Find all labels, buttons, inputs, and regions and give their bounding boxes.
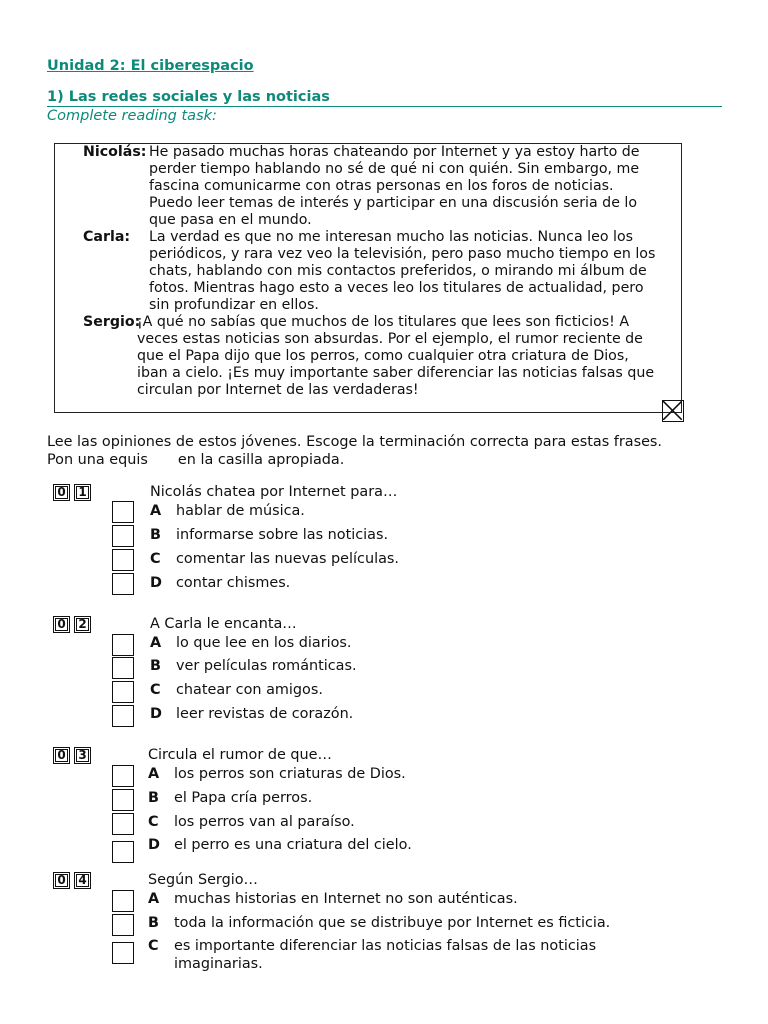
answer-checkbox[interactable] [112,634,134,656]
answer-checkbox[interactable] [112,765,134,787]
option-letter: D [150,706,162,722]
speech-text: He pasado muchas horas chateando por Internet y ya estoy harto de perder tiempo hablando no sé de qué ni con quién. Sin embargo, me fascina comunicarme con otras personas en los foros de noticias. Puedo leer temas de interés y participar en una discusión seria de lo que pasa en el mundo. [149,144,640,228]
option-text: leer revistas de corazón. [176,706,354,722]
question-number-digit: 0 [53,484,70,501]
answer-checkbox[interactable] [112,681,134,703]
option-text: toda la información que se distribuye por Internet es ficticia. [174,915,611,931]
speech-text: ¡A qué no sabías que muchos de los titulares que lees son ficticios! A veces estas noticias son absurdas. Por el ejemplo, el rumor reciente de que el Papa dijo que los perros, como cualquier otra criatura de Dios, iban a cielo. ¡Es muy importante saber diferenciar las noticias falsas que circulan por Internet de las verdaderas! [137,314,655,398]
answer-option [148,813,355,831]
option-text: el perro es una criatura del cielo. [174,837,412,853]
answer-option [148,765,406,783]
question-number-digit: 2 [74,616,91,633]
question-stem: Nicolás chatea por Internet para… [150,484,398,500]
question-number-digit: 1 [74,484,91,501]
answer-checkbox[interactable] [112,525,134,547]
option-text: chatear con amigos. [176,682,323,698]
option-text: comentar las nuevas películas. [176,551,399,567]
question-number-digit: 4 [74,872,91,889]
option-text: los perros son criaturas de Dios. [174,766,406,782]
option-letter: D [148,837,160,853]
answer-option [150,550,399,568]
answer-option [148,890,518,908]
answer-checkbox[interactable] [112,573,134,595]
question-number [53,616,91,634]
section-title: 1) Las redes sociales y las noticias [47,89,722,107]
option-letter: A [150,503,162,519]
answer-checkbox[interactable] [112,841,134,863]
answer-option [150,705,353,723]
option-letter: C [150,682,161,698]
question-number-digit: 0 [53,747,70,764]
question-stem: Circula el rumor de que… [148,747,332,763]
answer-option [150,681,323,699]
question-number-digit: 3 [74,747,91,764]
cross-box-icon [662,400,684,422]
question-number [53,484,91,502]
answer-checkbox[interactable] [112,657,134,679]
answer-option [148,836,412,854]
option-letter: A [148,891,160,907]
option-letter: C [148,814,159,830]
answer-checkbox[interactable] [112,705,134,727]
option-text: lo que lee en los diarios. [176,635,352,651]
answer-option [150,526,388,544]
option-letter: B [148,915,159,931]
instructions-line2a: Pon una equis [47,452,148,468]
option-text: contar chismes. [176,575,291,591]
speaker-name: Sergio: [83,314,141,330]
option-text: informarse sobre las noticias. [176,527,389,543]
option-text: hablar de música. [176,503,305,519]
option-text: ver películas románticas. [176,658,357,674]
reading-box [54,143,682,413]
option-letter: B [150,658,161,674]
option-letter: A [148,766,160,782]
answer-option [150,574,290,592]
question-stem: Según Sergio… [148,872,258,888]
option-letter: C [150,551,161,567]
option-text: el Papa cría perros. [174,790,313,806]
answer-option [150,502,305,520]
question-number-digit: 0 [53,616,70,633]
task-instruction: Complete reading task: [47,108,217,124]
speech-text: La verdad es que no me interesan mucho las noticias. Nunca leo los periódicos, y rara vez veo la televisión, pero paso mucho tiempo en los chats, hablando con mis contactos preferidos, o mirando mi álbum de fotos. Mientras hago esto a veces leo los titulares de actualidad, pero sin profundizar en ellos. [149,229,656,313]
answer-option [150,634,352,652]
option-text: es importante diferenciar las noticias falsas de las noticias [174,938,597,954]
answer-checkbox[interactable] [112,789,134,811]
answer-checkbox[interactable] [112,549,134,571]
answer-option [148,789,312,807]
answer-option [148,937,596,973]
option-text: muchas historias en Internet no son auténticas. [174,891,518,907]
answer-checkbox[interactable] [112,501,134,523]
option-text: los perros van al paraíso. [174,814,355,830]
option-letter: A [150,635,162,651]
instructions-line1: Lee las opiniones de estos jóvenes. Escoge la terminación correcta para estas frases. [47,434,663,450]
question-stem: A Carla le encanta… [150,616,297,632]
answer-checkbox[interactable] [112,890,134,912]
option-text-continued: imaginarias. [174,956,263,972]
speaker-name: Carla: [83,229,131,245]
instructions-line2 [47,451,747,469]
unit-title: Unidad 2: El ciberespacio [47,58,254,74]
answer-option [148,914,610,932]
speaker-name: Nicolás: [83,144,147,160]
question-number [53,872,91,890]
option-letter: D [150,575,162,591]
question-number-digit: 0 [53,872,70,889]
option-letter: B [148,790,159,806]
option-letter: C [148,938,159,954]
answer-checkbox[interactable] [112,813,134,835]
answer-checkbox[interactable] [112,914,134,936]
instructions-line2b: en la casilla apropiada. [177,452,345,468]
question-number [53,747,91,765]
instructions [47,433,747,469]
option-letter: B [150,527,161,543]
answer-option [150,657,357,675]
answer-checkbox[interactable] [112,942,134,964]
